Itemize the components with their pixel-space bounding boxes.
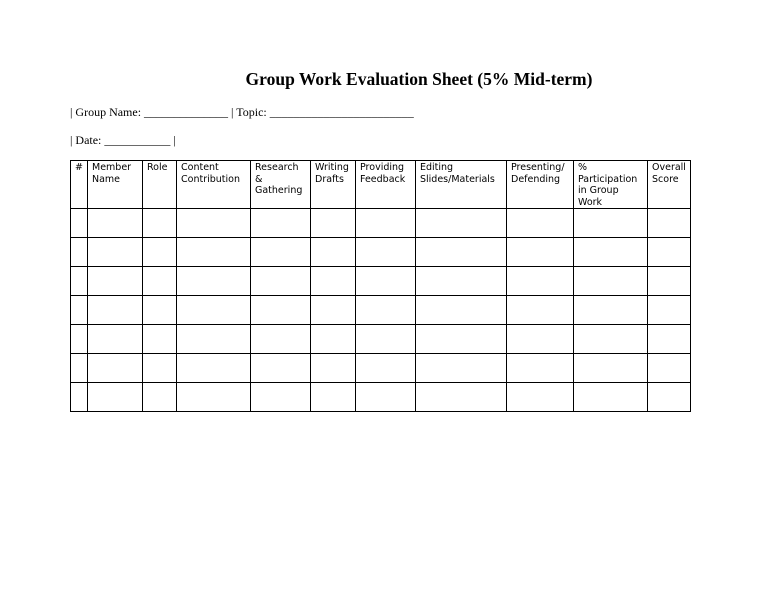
table-cell[interactable] [177, 325, 251, 354]
table-row [71, 383, 691, 412]
table-row [71, 325, 691, 354]
header-number [71, 161, 88, 209]
date-line: | Date: ___________ | [70, 133, 176, 147]
table-row [71, 209, 691, 238]
header-label: Member Name [92, 162, 132, 185]
table-cell[interactable] [648, 267, 691, 296]
table-row [71, 238, 691, 267]
table-cell[interactable] [574, 383, 648, 412]
table-cell[interactable] [311, 238, 356, 267]
table-body [71, 209, 691, 412]
table-cell[interactable] [177, 267, 251, 296]
table-cell[interactable] [507, 267, 574, 296]
group-name-topic-line: | Group Name: ______________ | Topic: ________________________ [70, 105, 414, 119]
table-cell[interactable] [177, 209, 251, 238]
table-row [71, 296, 691, 325]
table-cell[interactable] [311, 354, 356, 383]
table-cell[interactable] [416, 267, 507, 296]
table-cell[interactable] [88, 325, 143, 354]
table-cell[interactable] [71, 238, 88, 267]
table-cell[interactable] [356, 267, 416, 296]
header-presenting-defending [507, 161, 574, 209]
table-cell[interactable] [71, 354, 88, 383]
header-writing-drafts [311, 161, 356, 209]
table-cell[interactable] [574, 296, 648, 325]
table-cell[interactable] [311, 296, 356, 325]
table-cell[interactable] [251, 325, 311, 354]
table-cell[interactable] [88, 296, 143, 325]
header-editing-slides [416, 161, 507, 209]
header-providing-feedback [356, 161, 416, 209]
header-label: Overall Score [652, 162, 686, 185]
table-cell[interactable] [311, 325, 356, 354]
header-research-gathering [251, 161, 311, 209]
table-cell[interactable] [416, 325, 507, 354]
header-label: Providing Feedback [360, 162, 406, 185]
table-cell[interactable] [143, 267, 177, 296]
header-participation [574, 161, 648, 209]
table-cell[interactable] [507, 354, 574, 383]
table-cell[interactable] [356, 354, 416, 383]
table-cell[interactable] [71, 267, 88, 296]
table-cell[interactable] [143, 354, 177, 383]
table-cell[interactable] [648, 238, 691, 267]
table-cell[interactable] [574, 267, 648, 296]
table-cell[interactable] [311, 383, 356, 412]
table-cell[interactable] [71, 296, 88, 325]
table-row [71, 267, 691, 296]
table-cell[interactable] [88, 267, 143, 296]
header-label: Role [147, 162, 168, 173]
table-cell[interactable] [648, 209, 691, 238]
table-cell[interactable] [574, 354, 648, 383]
header-label: Content Contribution [181, 162, 240, 185]
table-cell[interactable] [88, 383, 143, 412]
table-cell[interactable] [88, 354, 143, 383]
header-label: Presenting/ Defending [511, 162, 565, 185]
table-cell[interactable] [574, 325, 648, 354]
table-cell[interactable] [177, 383, 251, 412]
table-cell[interactable] [251, 354, 311, 383]
table-cell[interactable] [356, 383, 416, 412]
table-cell[interactable] [648, 354, 691, 383]
table-cell[interactable] [356, 296, 416, 325]
header-overall-score [648, 161, 691, 209]
table-cell[interactable] [71, 209, 88, 238]
table-cell[interactable] [416, 354, 507, 383]
table-cell[interactable] [507, 383, 574, 412]
table-cell[interactable] [251, 209, 311, 238]
table-cell[interactable] [71, 383, 88, 412]
table-cell[interactable] [416, 296, 507, 325]
table-cell[interactable] [251, 296, 311, 325]
header-content-contribution [177, 161, 251, 209]
table-cell[interactable] [416, 238, 507, 267]
table-cell[interactable] [177, 238, 251, 267]
table-cell[interactable] [574, 238, 648, 267]
table-cell[interactable] [356, 325, 416, 354]
table-cell[interactable] [311, 267, 356, 296]
table-cell[interactable] [574, 209, 648, 238]
table-cell[interactable] [251, 238, 311, 267]
table-cell[interactable] [648, 296, 691, 325]
table-cell[interactable] [507, 238, 574, 267]
header-label: Editing Slides/Materials [420, 162, 495, 185]
table-cell[interactable] [143, 238, 177, 267]
table-cell[interactable] [88, 209, 143, 238]
table-cell[interactable] [251, 383, 311, 412]
table-cell[interactable] [71, 325, 88, 354]
header-member-name [88, 161, 143, 209]
table-cell[interactable] [143, 296, 177, 325]
header-label: Research & Gathering [255, 162, 303, 196]
table-cell[interactable] [356, 209, 416, 238]
header-label: % Participation in Group Work [578, 162, 638, 208]
table-cell[interactable] [648, 325, 691, 354]
table-cell[interactable] [648, 383, 691, 412]
table-cell[interactable] [143, 383, 177, 412]
table-row [71, 354, 691, 383]
table-cell[interactable] [88, 238, 143, 267]
header-label: Writing Drafts [315, 162, 349, 185]
table-cell[interactable] [143, 325, 177, 354]
page-title: Group Work Evaluation Sheet (5% Mid-term) [245, 69, 593, 89]
table-cell[interactable] [177, 296, 251, 325]
table-cell[interactable] [356, 238, 416, 267]
table-cell[interactable] [143, 209, 177, 238]
table-cell[interactable] [507, 296, 574, 325]
header-label: # [75, 162, 83, 173]
table-header-row [71, 161, 691, 209]
evaluation-table [70, 160, 691, 412]
table-cell[interactable] [416, 383, 507, 412]
table-cell[interactable] [311, 209, 356, 238]
header-role [143, 161, 177, 209]
table-cell[interactable] [416, 209, 507, 238]
table-cell[interactable] [507, 209, 574, 238]
table-cell[interactable] [507, 325, 574, 354]
table-cell[interactable] [177, 354, 251, 383]
table-cell[interactable] [251, 267, 311, 296]
